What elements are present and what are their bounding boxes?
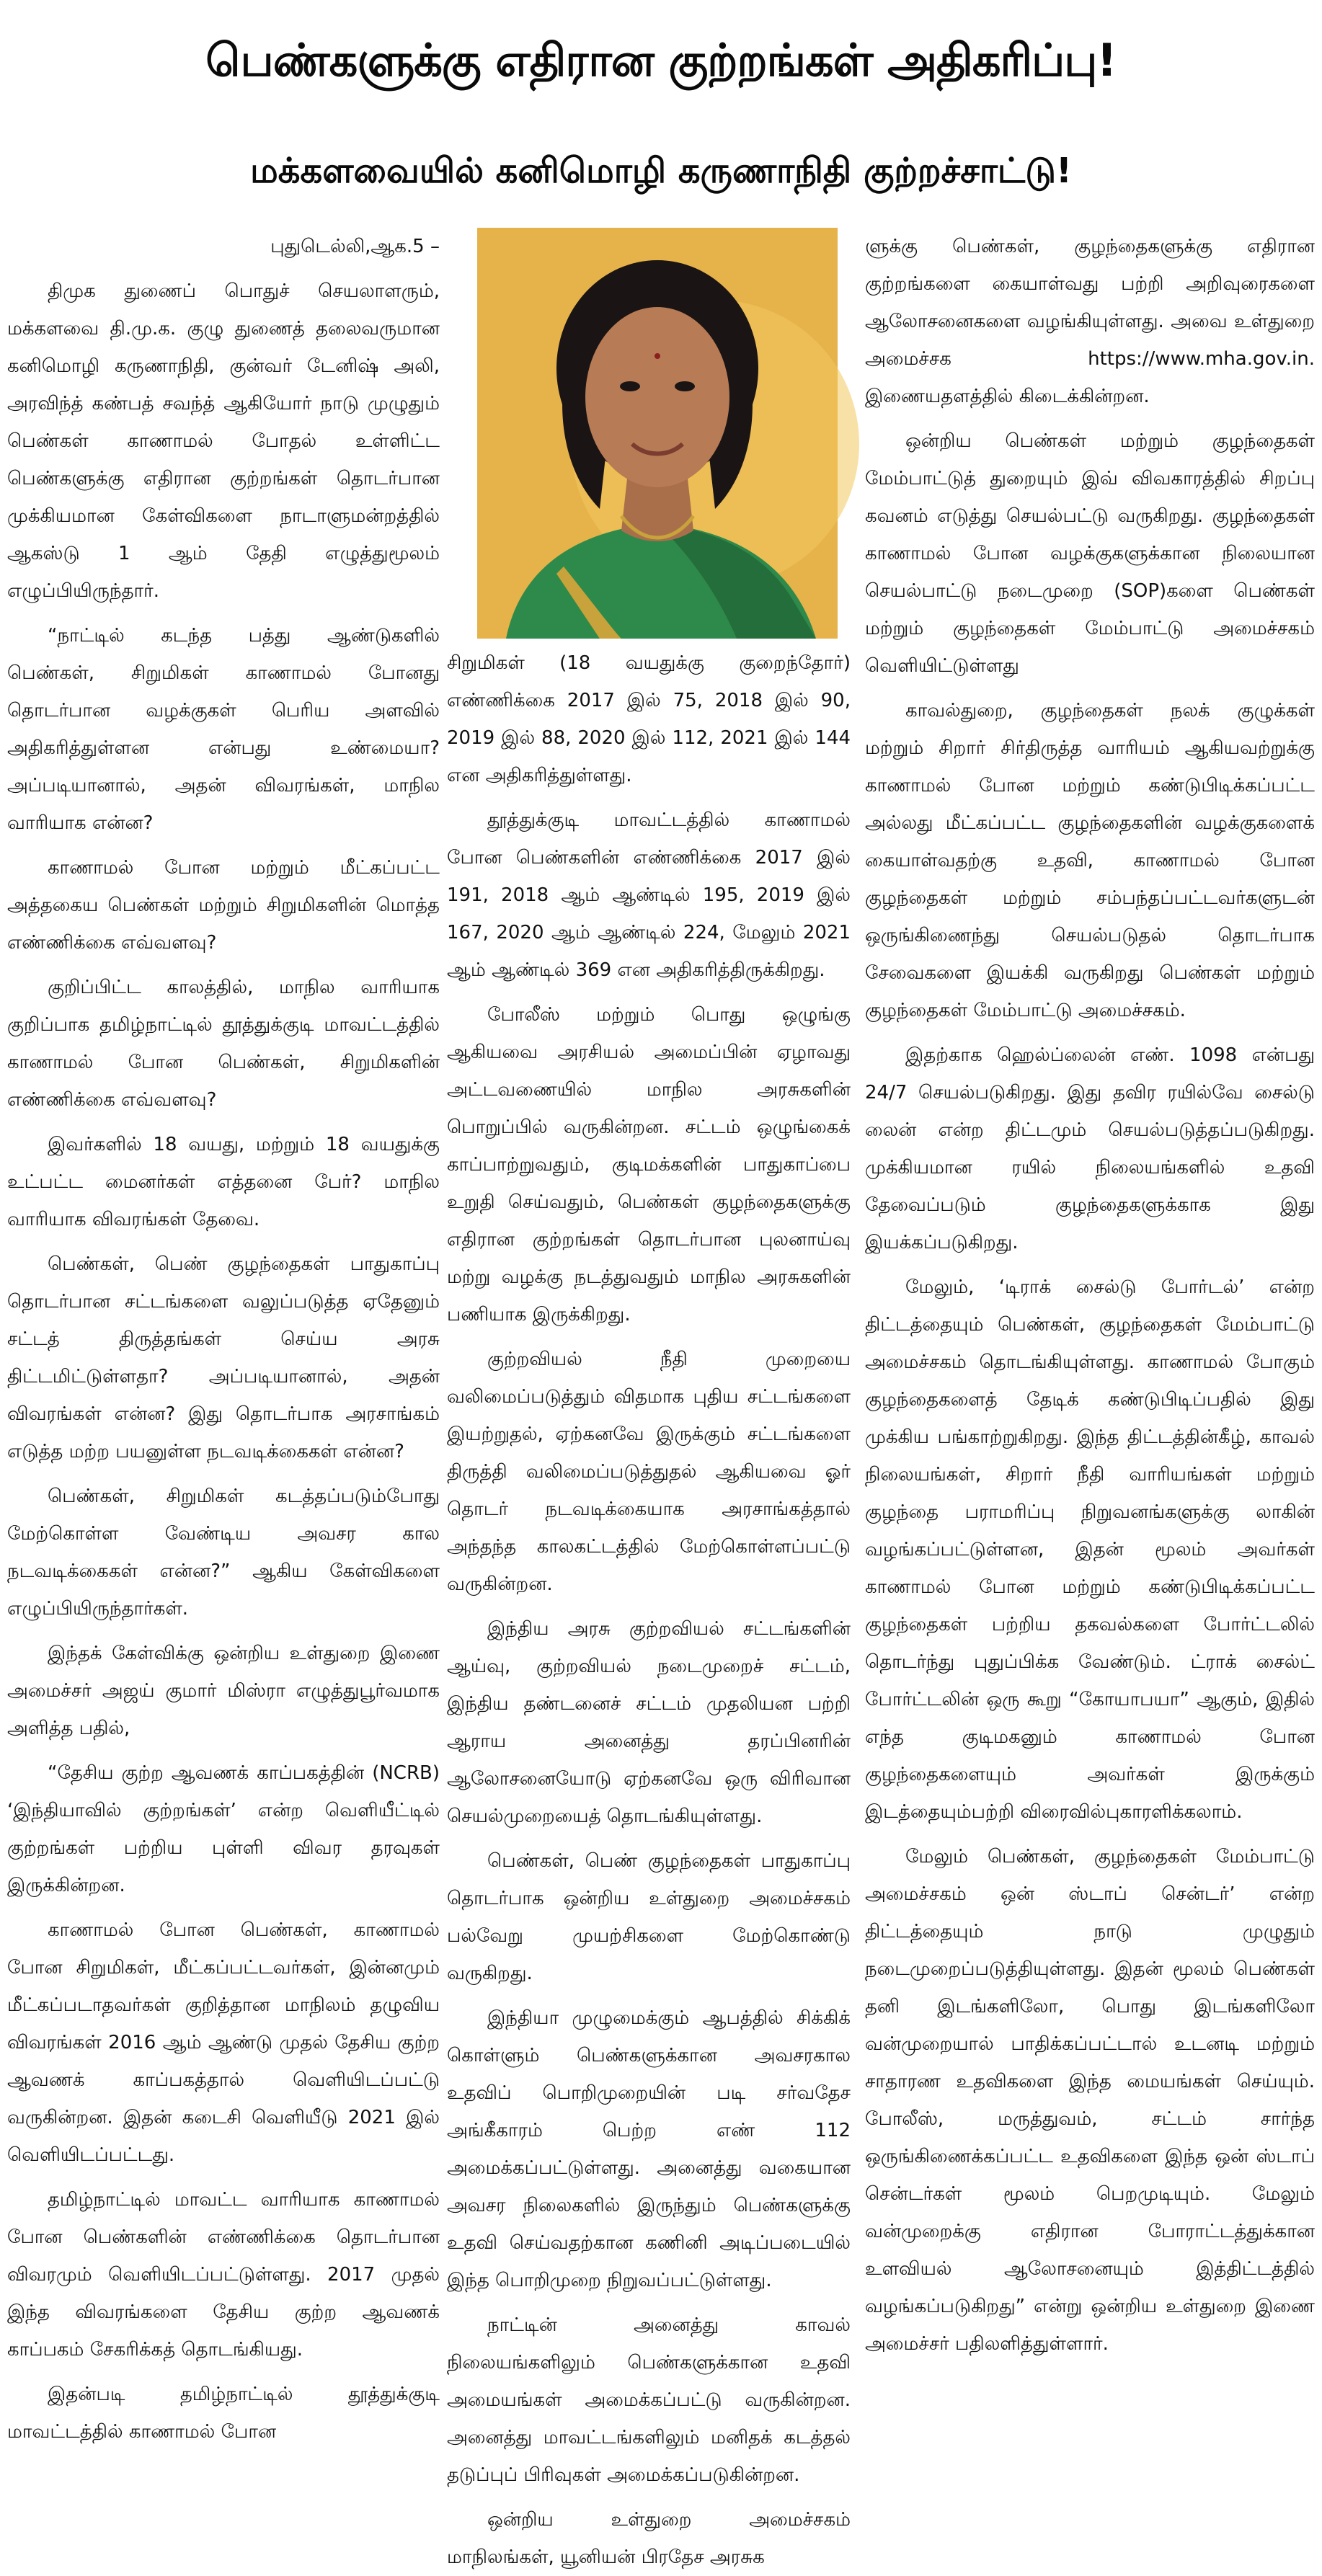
dateline: [7, 228, 440, 265]
portrait-photo: [477, 228, 838, 639]
paragraph: தூத்துக்குடி மாவட்டத்தில் காணாமல் போன பெண்களின் எண்ணிக்கை 2017 இல் 191, 2018 ஆம் ஆண்டில் 195, 2019 இல் 167, 2020 ஆம் ஆண்டில் 224, மேலும் 2021 ஆம் ஆண்டில் 369 என அதிகரித்திருக்கிறது.: [447, 809, 851, 981]
headline: பெண்களுக்கு எதிரான குற்றங்கள் அதிகரிப்பு!: [205, 34, 1117, 86]
paragraph: இதற்காக ஹெல்ப்லைன் எண். 1098 என்பது 24/7 செயல்படுகிறது. இது தவிர ரயில்வே சைல்டு லைன் என்ற திட்டமும் செயல்படுத்தப்படுகிறது. முக்கியமான ரயில் நிலையங்களில் உதவி தேவைப்படும் குழந்தைகளுக்காக இது இயக்கப்படுகிறது.: [865, 1044, 1315, 1253]
paragraph: இந்திய அரசு குற்றவியல் சட்டங்களின் ஆய்வு, குற்றவியல் நடைமுறைச் சட்டம், இந்திய தண்டனைச் சட்டம் முதலியன பற்றி ஆராய அனைத்து தரப்பினரின் ஆலோசனையோடு ஏற்கனவே ஒரு விரிவான செயல்முறையைத் தொடங்கியுள்ளது.: [447, 1618, 851, 1827]
paragraph: காவல்துறை, குழந்தைகள் நலக் குழுக்கள் மற்றும் சிறார் சிர்திருத்த வாரியம் ஆகியவற்றுக்கு காணாமல் போன மற்றும் கண்டுபிடிக்கப்பட்ட அல்லது மீட்கப்பட்ட குழந்தைகளின் வழக்குகளைக் கையாள்வதற்கு உதவி, காணாமல் போன குழந்தைகள் மற்றும் சம்பந்தப்பட்டவர்களுடன் ஒருங்கிணைந்து செயல்படுதல் தொடர்பாக சேவைகளை இயக்கி வருகிறது பெண்கள் மற்றும் குழந்தைகள் மேம்பாட்டு அமைச்சகம்.: [865, 700, 1315, 1021]
paragraph: தமிழ்நாட்டில் மாவட்ட வாரியாக காணாமல் போன பெண்களின் எண்ணிக்கை தொடர்பான விவரமும் வெளியிடப்பட்டுள்ளது. 2017 முதல் இந்த விவரங்களை தேசிய குற்ற ஆவணக் காப்பகம் சேகரிக்கத் தொடங்கியது.: [7, 2189, 440, 2360]
article-column-1: [7, 228, 440, 2443]
paragraph: திமுக துணைப் பொதுச் செயலாளரும், மக்களவை தி.மு.க. குழு துணைத் தலைவருமான கனிமொழி கருணாநிதி, குன்வர் டேனிஷ் அலி, அரவிந்த் கண்பத் சவந்த் ஆகியோர் நாடு முழுதும் பெண்கள் காணாமல் போதல் உள்ளிட்ட பெண்களுக்கு எதிரான குற்றங்கள் தொடர்பான முக்கியமான கேள்விகளை நாடாளுமன்றத்தில் ஆகஸ்டு 1 ஆம் தேதி எழுத்துமூலம் எழுப்பியிருந்தார்.: [7, 280, 440, 602]
paragraph: காணாமல் போன பெண்கள், காணாமல் போன சிறுமிகள், மீட்கப்பட்டவர்கள், இன்னமும் மீட்கப்படாதவர்கள் குறித்தான மாநிலம் தழுவிய விவரங்கள் 2016 ஆம் ஆண்டு முதல் தேசிய குற்ற ஆவணக் காப்பகத்தால் வெளியிடப்பட்டு வருகின்றன. இதன் கடைசி வெளியீடு 2021 இல் வெளியிடப்பட்டது.: [7, 1919, 440, 2166]
paragraph: குற்றவியல் நீதி முறையை வலிமைப்படுத்தும் விதமாக புதிய சட்டங்களை இயற்றுதல், ஏற்கனவே இருக்கும் சட்டங்களை திருத்தி வலிமைப்படுத்துதல் ஆகியவை ஓர் தொடர் நடவடிக்கையாக அரசாங்கத்தால் அந்தந்த காலகட்டத்தில் மேற்கொள்ளப்பட்டு வருகின்றன.: [447, 1349, 851, 1595]
paragraph: நாட்டின் அனைத்து காவல் நிலையங்களிலும் பெண்களுக்கான உதவி அமையங்கள் அமைக்கப்பட்டு வருகின்றன. அனைத்து மாவட்டங்களிலும் மனிதக் கடத்தல் தடுப்புப் பிரிவுகள் அமைக்கப்படுகின்றன.: [447, 2314, 851, 2486]
paragraph: மேலும், ‘டிராக் சைல்டு போர்டல்’ என்ற திட்டத்தையும் பெண்கள், குழந்தைகள் மேம்பாட்டு அமைச்சகம் தொடங்கியுள்ளது. காணாமல் போகும் குழந்தைகளைத் தேடிக் கண்டுபிடிப்பதில் இது முக்கிய பங்காற்றுகிறது. இந்த திட்டத்தின்கீழ், காவல் நிலையங்கள், சிறார் நீதி வாரியங்கள் மற்றும் குழந்தை பராமரிப்பு நிறுவனங்களுக்கு லாகின் வழங்கப்பட்டுள்ளன, இதன் மூலம் அவர்கள் காணாமல் போன மற்றும் கண்டுபிடிக்கப்பட்ட குழந்தைகள் பற்றிய தகவல்களை போர்ட்டலில் தொடர்ந்து புதுப்பிக்க வேண்டும். ட்ராக் சைல்ட் போர்ட்டலின் ஒரு கூறு “கோயாபயா” ஆகும், இதில் எந்த குடிமகனும் காணாமல் போன குழந்தைகளையும் அவர்கள் இருக்கும் இடத்தையும்பற்றி விரைவில்புகாரளிக்கலாம்.: [865, 1276, 1315, 1823]
paragraph: பெண்கள், பெண் குழந்தைகள் பாதுகாப்பு தொடர்பாக ஒன்றிய உள்துறை அமைச்சகம் பல்வேறு முயற்சிகளை மேற்கொண்டு வருகிறது.: [447, 1850, 851, 1984]
paragraph: இதன்படி தமிழ்நாட்டில் தூத்துக்குடி மாவட்டத்தில் காணாமல் போன: [7, 2384, 440, 2443]
paragraph: சிறுமிகள் (18 வயதுக்கு குறைந்தோர்) எண்ணிக்கை 2017 இல் 75, 2018 இல் 90, 2019 இல் 88, 2020 இல் 112, 2021 இல் 144 என அதிகரித்துள்ளது.: [447, 652, 851, 786]
paragraph: இந்தக் கேள்விக்கு ஒன்றிய உள்துறை இணை அமைச்சர் அஜய் குமார் மிஸ்ரா எழுத்துபூர்வமாக அளித்த பதில்,: [7, 1643, 440, 1739]
paragraph: போலீஸ் மற்றும் பொது ஒழுங்கு ஆகியவை அரசியல் அமைப்பின் ஏழாவது அட்டவணையில் மாநில அரசுகளின் பொறுப்பில் வருகின்றன. சட்டம் ஒழுங்கைக் காப்பாற்றுவதும், குடிமக்களின் பாதுகாப்பை உறுதி செய்வதும், பெண்கள் குழந்தைகளுக்கு எதிரான குற்றங்கள் தொடர்பான புலனாய்வு மற்று வழக்கு நடத்துவதும் மாநில அரசுகளின் பணியாக இருக்கிறது.: [447, 1004, 851, 1325]
paragraph: காணாமல் போன மற்றும் மீட்கப்பட்ட அத்தகைய பெண்கள் மற்றும் சிறுமிகளின் மொத்த எண்ணிக்கை எவ்வளவு?: [7, 857, 440, 954]
paragraph: இவர்களில் 18 வயது, மற்றும் 18 வயதுக்கு உட்பட்ட மைனர்கள் எத்தனை பேர்? மாநில வாரியாக விவரங்கள் தேவை.: [7, 1134, 440, 1230]
dateline-text: புதுடெல்லி,ஆக.5 –: [270, 236, 440, 257]
subheadline: மக்களவையில் கனிமொழி கருணாநிதி குற்றச்சாட்டு!: [250, 151, 1072, 191]
paragraph: குறிப்பிட்ட காலத்தில், மாநில வாரியாக குறிப்பாக தமிழ்நாட்டில் தூத்துக்குடி மாவட்டத்தில் காணாமல் போன பெண்கள், சிறுமிகளின் எண்ணிக்கை எவ்வளவு?: [7, 977, 440, 1111]
article-column-3: [865, 228, 1315, 2366]
paragraph: மேலும் பெண்கள், குழந்தைகள் மேம்பாட்டு அமைச்சகம் ஒன் ஸ்டாப் சென்டர்’ என்ற திட்டத்தையும் நாடு முழுதும் நடைமுறைப்படுத்தியுள்ளது. இதன் மூலம் பெண்கள் தனி இடங்களிலோ, பொது இடங்களிலோ வன்முறையால் பாதிக்கப்பட்டால் உடனடி மற்றும் சாதாரண உதவிகளை இந்த மையங்கள் செய்யும். போலீஸ், மருத்துவம், சட்டம் சார்ந்த ஒருங்கிணைக்கப்பட்ட உதவிகளை இந்த ஒன் ஸ்டாப் சென்டர்கள் மூலம் பெறமுடியும். மேலும் வன்முறைக்கு எதிரான போராட்டத்துக்கான உளவியல் ஆலோசனையும் இத்திட்டத்தில் வழங்கப்படுகிறது” என்று ஒன்றிய உள்துறை இணை அமைச்சர் பதிலளித்துள்ளார்.: [865, 1846, 1315, 2355]
paragraph: ளுக்கு பெண்கள், குழந்தைகளுக்கு எதிரான குற்றங்களை கையாள்வது பற்றி அறிவுரைகளை ஆலோசனைகளை வழங்கியுள்ளது. அவை உள்துறை அமைச்சக https://www.mha.gov.in. இணையதளத்தில் கிடைக்கின்றன.: [865, 236, 1315, 407]
paragraph: பெண்கள், பெண் குழந்தைகள் பாதுகாப்பு தொடர்பான சட்டங்களை வலுப்படுத்த ஏதேனும் சட்டத் திருத்தங்கள் செய்ய அரசு திட்டமிட்டுள்ளதா? அப்படியானால், அதன் விவரங்கள் என்ன? இது தொடர்பாக அரசாங்கம் எடுத்த மற்ற பயனுள்ள நடவடிக்கைகள் என்ன?: [7, 1253, 440, 1462]
article-column-2: [447, 644, 851, 2568]
paragraph: ஒன்றிய உள்துறை அமைச்சகம் மாநிலங்கள், யூனியன் பிரதேச அரசுக: [447, 2509, 851, 2568]
paragraph: இந்தியா முழுமைக்கும் ஆபத்தில் சிக்கிக் கொள்ளும் பெண்களுக்கான அவசரகால உதவிப் பொறிமுறையின் படி சர்வதேச அங்கீகாரம் பெற்ற எண் 112 அமைக்கப்பட்டுள்ளது. அனைத்து வகையான அவசர நிலைகளில் இருந்தும் பெண்களுக்கு உதவி செய்வதற்கான கணினி அடிப்படையில் இந்த பொறிமுறை நிறுவப்பட்டுள்ளது.: [447, 2007, 851, 2291]
portrait-icon: [477, 228, 838, 639]
paragraph: பெண்கள், சிறுமிகள் கடத்தப்படும்போது மேற்கொள்ள வேண்டிய அவசர கால நடவடிக்கைகள் என்ன?” ஆகிய கேள்விகளை எழுப்பியிருந்தார்கள்.: [7, 1485, 440, 1620]
paragraph: ஒன்றிய பெண்கள் மற்றும் குழந்தைகள் மேம்பாட்டுத் துறையும் இவ் விவகாரத்தில் சிறப்பு கவனம் எடுத்து செயல்பட்டு வருகிறது. குழந்தைகள் காணாமல் போன வழக்குகளுக்கான நிலையான செயல்பாட்டு நடைமுறை (SOP)களை பெண்கள் மற்றும் குழந்தைகள் மேம்பாட்டு அமைச்சகம் வெளியிட்டுள்ளது: [865, 430, 1315, 677]
paragraph: “தேசிய குற்ற ஆவணக் காப்பகத்தின் (NCRB) ‘இந்தியாவில் குற்றங்கள்’ என்ற வெளியீட்டில் குற்றங்கள் பற்றிய புள்ளி விவர தரவுகள் இருக்கின்றன.: [7, 1762, 440, 1896]
paragraph: “நாட்டில் கடந்த பத்து ஆண்டுகளில் பெண்கள், சிறுமிகள் காணாமல் போனது தொடர்பான வழக்குகள் பெரிய அளவில் அதிகரித்துள்ளன என்பது உண்மையா?அப்படியானால், அதன் விவரங்கள், மாநில வாரியாக என்ன?: [7, 625, 440, 834]
